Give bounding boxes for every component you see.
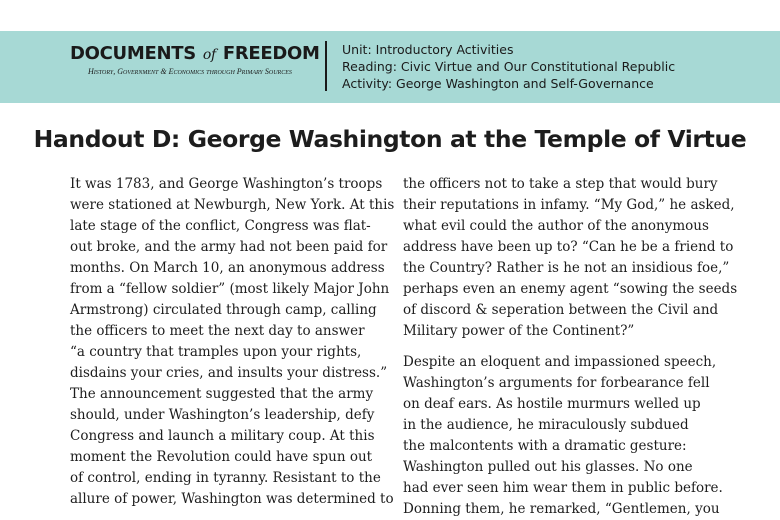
body-line: out broke, and the army had not been paid for: [70, 239, 388, 255]
paragraph-gap: [403, 342, 723, 352]
activity-label: Activity: George Washington and Self-Governance: [342, 76, 654, 91]
body-line: Donning them, he remarked, “Gentlemen, you: [403, 501, 720, 517]
body-line: the officers to meet the next day to answer: [70, 323, 365, 339]
body-line: The announcement suggested that the army: [70, 386, 374, 402]
body-line: of control, ending in tyranny. Resistant to the: [70, 470, 381, 486]
body-line: had ever seen him wear them in public before.: [403, 480, 723, 496]
body-line: moment the Revolution could have spun out: [70, 449, 373, 465]
body-line: Washington’s arguments for forbearance fell: [403, 375, 710, 391]
body-line: Washington pulled out his glasses. No one: [403, 459, 693, 475]
body-line: allure of power, Washington was determined to: [70, 491, 394, 507]
body-line: on deaf ears. As hostile murmurs welled up: [403, 396, 701, 412]
body-line: should, under Washington’s leadership, defy: [70, 407, 375, 423]
brand-title: [70, 43, 320, 65]
brand-subtitle: History, Government & Economics through Primary Sources: [88, 67, 292, 76]
body-line: late stage of the conflict, Congress was flat-: [70, 218, 371, 234]
right-column: [403, 174, 738, 520]
left-column: [70, 174, 395, 510]
header-banner: [0, 31, 780, 103]
body-line: the Country? Rather is he not an insidious foe,”: [403, 260, 730, 276]
body-line: their reputations in infamy. “My God,” he asked,: [403, 197, 735, 213]
brand-title-documents: DOCUMENTS: [70, 43, 196, 64]
body-line: months. On March 10, an anonymous address: [70, 260, 385, 276]
body-line: in the audience, he miraculously subdued: [403, 417, 689, 433]
header-divider: [325, 41, 327, 91]
body-line: “a country that tramples upon your rights,: [70, 344, 362, 360]
body-line: address have been up to? “Can he be a friend to: [403, 239, 734, 255]
brand-title-freedom: FREEDOM: [222, 43, 320, 64]
brand-logo: [70, 43, 320, 77]
body-line: It was 1783, and George Washington’s troops: [70, 176, 383, 192]
body-line: Congress and launch a military coup. At this: [70, 428, 375, 444]
body-line: the officers not to take a step that would bury: [403, 176, 718, 192]
body-line: were stationed at Newburgh, New York. At this: [70, 197, 395, 213]
body-line: disdains your cries, and insults your distress.”: [70, 365, 388, 381]
body-line: Despite an eloquent and impassioned speech,: [403, 354, 717, 370]
unit-label: Unit: Introductory Activities: [342, 42, 514, 57]
body-line: what evil could the author of the anonymous: [403, 218, 709, 234]
reading-label: Reading: Civic Virtue and Our Constitutional Republic: [342, 59, 676, 74]
body-line: the malcontents with a dramatic gesture:: [403, 438, 687, 454]
unit-info: [342, 41, 675, 92]
body-line: Military power of the Continent?”: [403, 323, 635, 339]
body-line: perhaps even an enemy agent “sowing the seeds: [403, 281, 738, 297]
body-line: from a “fellow soldier” (most likely Major John: [70, 281, 390, 297]
handout-title: Handout D: George Washington at the Temple of Virtue: [33, 125, 747, 153]
brand-title-of: of: [202, 47, 216, 63]
body-line: Armstrong) circulated through camp, calling: [70, 302, 377, 318]
body-line: of discord & seperation between the Civil and: [403, 302, 719, 318]
